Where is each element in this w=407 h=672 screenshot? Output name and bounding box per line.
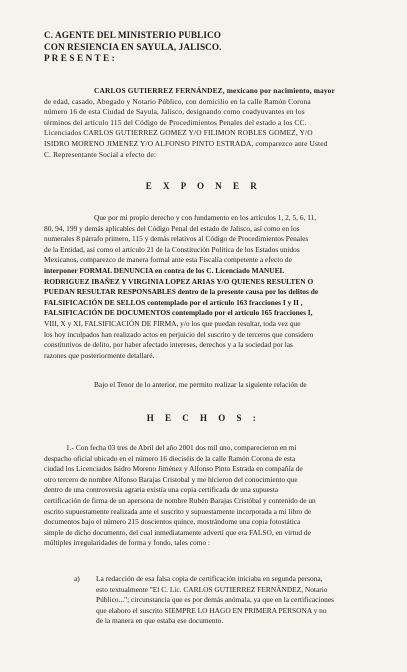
- body-line: 80, 94, 199 y demás aplicables del Código Penal del estado de Jalisco, así como en los: [44, 223, 300, 233]
- bajo-line: [94, 380, 384, 391]
- item-a-line: de la manera en que estaba ese documento.: [96, 616, 224, 626]
- addressee-line-1: C. AGENTE DEL MINISTERIO PUBLICO: [44, 30, 222, 40]
- body-line: los hoy inculpados han realizado actos en perjuicio del suscrito y de terceros que considero: [44, 329, 314, 339]
- body-paragraph: [44, 213, 362, 361]
- intro-line: C. Representante Social a efecto de:: [44, 149, 157, 159]
- body-line: Que por mi propio derecho y con fundamento en los artículos 1, 2, 5, 6, 11,: [94, 213, 317, 222]
- exponer-heading: E X P O N E R: [145, 181, 262, 191]
- bajo-text: Bajo el Tenor de lo anterior, me permito realizar la siguiente relación de: [94, 380, 307, 389]
- hecho-1-paragraph: [44, 443, 362, 549]
- hecho-line: ciudad los Licenciados Isidro Moreno Jiménez y Alfonso Pinto Estrada en compañía de: [44, 464, 303, 474]
- item-a-line: Público..."; circunstancia que es por demás anómala, ya que en la certificaciones: [96, 595, 334, 605]
- body-line: FALSIFICACIÓN DE DOCUMENTOS contemplado por el artículo 165 fracciones I,: [44, 308, 313, 318]
- hecho-line: otro tercero de nombre Alfonso Barajas Cristobal y me hicieron del conocimiento que: [44, 474, 298, 484]
- hechos-heading: H E C H O S :: [146, 413, 261, 423]
- intro-paragraph: [44, 86, 362, 160]
- body-line: constitutivos de delito, por haber afectado intereses, derechos y a la sociedad por las: [44, 340, 293, 350]
- addressee-line-3: P R E S E N T E :: [44, 53, 115, 63]
- hecho-line: simple de dicho documento, del cual inmediatamente advertí que era FALSO, en virtud de: [44, 527, 311, 537]
- item-a-label: a): [74, 574, 80, 583]
- intro-line: Licenciados CARLOS GUTIERREZ GOMEZ Y/O FILIMON ROBLES GOMEZ, Y/O: [44, 128, 313, 138]
- intro-line: ISIDRO MORENO JIMENEZ Y/O ALFONSO PINTO ESTRADA, comparezco ante Usted: [44, 138, 328, 148]
- hecho-line: documentos bajo el número 215 doscientos quince, mostrándome una copia fotostática: [44, 517, 301, 527]
- intro-line: de edad, casado, Abogado y Notario Público, con domicilio en la calle Ramón Corona: [44, 96, 311, 106]
- hecho-line: escrito supuestamente realizada ante el suscrito y supuestamente incorporada a mi libro de: [44, 506, 312, 516]
- hecho-line: certificación de firma de un apersona de nombre Rubén Barajas Cristóbal y contenido de un: [44, 495, 316, 505]
- body-line: PUEDAN RESULTAR RESPONSABLES dentro de la presente causa por los delitos de: [44, 287, 319, 297]
- intro-line: CARLOS GUTIERREZ FERNÁNDEZ, mexicano por nacimiento, mayor: [94, 86, 335, 95]
- addressee-line-2: CON RESIENCIA EN SAYULA, JALISCO.: [44, 41, 222, 52]
- intro-line: términos del artículo 115 del Código de Procedimientos Penales del estado a los CC.: [44, 117, 307, 127]
- hecho-line: 1.- Con fecha 03 tres de Abril del año 2001 dos mil uno, comparecieron en mi: [66, 443, 297, 452]
- item-a-paragraph: [96, 574, 382, 627]
- body-line: Mexicanos, comparezco de manera formal ante esta Fiscalía competente a efecto de: [44, 255, 292, 265]
- body-line: interponer FORMAL DENUNCIA en contra de los C. Licenciado MANUEL: [44, 265, 285, 275]
- body-line: numerales 8 párrafo primero, 115 y demás relativos al Código de Procedimientos Penales: [44, 234, 309, 244]
- body-line: FALSIFICACIÓN DE SELLOS contemplado por el artículo 163 fracciones I y II ,: [44, 297, 303, 307]
- body-line: RODRIGUEZ IBAÑEZ Y VIRGINIA LOPEZ ARIAS Y/O QUIENES RESULTEN O: [44, 276, 314, 286]
- intro-line: número 16 de esta Ciudad de Sayula, Jalisco, designando como coadyuvantes en los: [44, 107, 305, 117]
- body-line: razones que posteriormente detallaré.: [44, 350, 155, 360]
- hecho-line: múltiples irregularidades de forma y fondo, tales como :: [44, 538, 211, 548]
- hecho-line: despacho oficial ubicado en el número 16 dieciséis de la calle Ramón Corona de esta: [44, 453, 296, 463]
- body-line: de la Entidad, así como el artículo 21 de la Constitución Política de los Estados unidos: [44, 244, 300, 254]
- addressee-block: [44, 30, 222, 65]
- item-a-line: La redacción de esa falsa copia de certificación iniciaba en segunda persona,: [96, 574, 323, 583]
- item-a-line: esto textualmente "El C. Lic. CARLOS GUTIERREZ FERNÁNDEZ, Notario: [96, 584, 328, 594]
- body-line: VIII, X y XI, FALSIFICACIÓN DE FIRMA, y/o los que puedan resultar, toda vez que: [44, 318, 301, 328]
- hecho-line: dentro de una controversia agraria existía una copia certificada de una supuesta: [44, 485, 279, 495]
- item-a-line: que elaboro el suscrito SIEMPRE LO HAGO EN PRIMERA PERSONA y no: [96, 605, 327, 615]
